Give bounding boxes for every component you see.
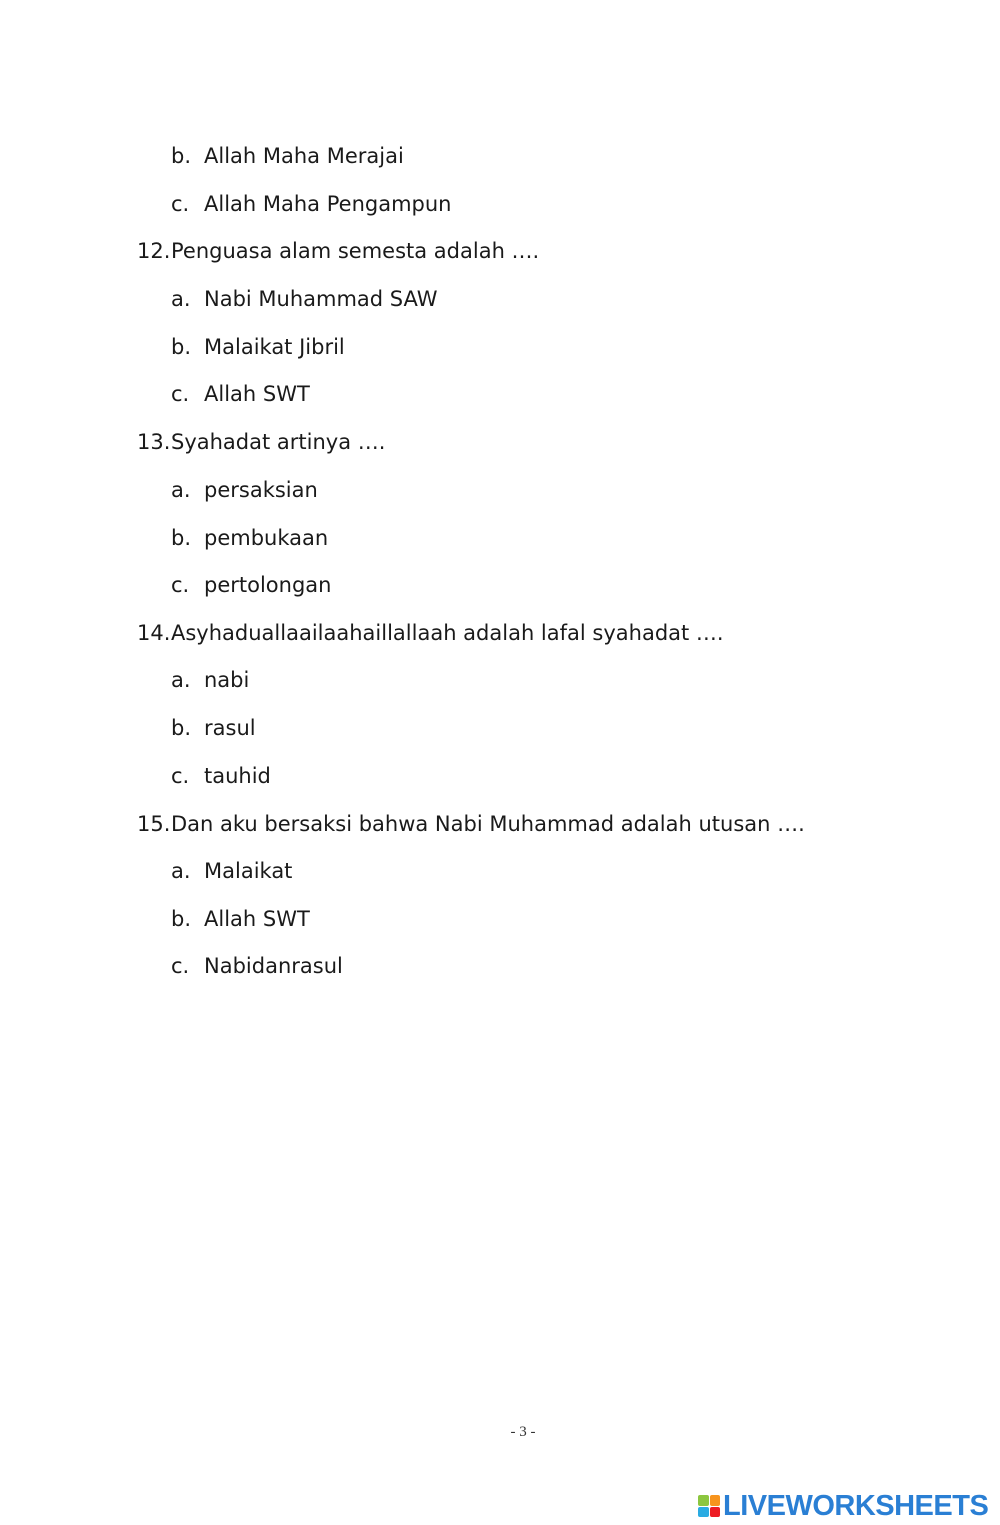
option-letter: c.	[171, 573, 190, 597]
option-text: Malaikat Jibril	[204, 335, 345, 359]
option-letter: c.	[171, 764, 190, 788]
option-letter: b.	[171, 907, 192, 931]
option-text: Allah SWT	[204, 907, 310, 931]
option-letter: a.	[171, 287, 191, 311]
option-text: Nabidanrasul	[204, 954, 343, 978]
option-text: Allah SWT	[204, 382, 310, 406]
option-letter: b.	[171, 335, 192, 359]
question-text: Syahadat artinya ….	[171, 430, 386, 454]
option-text: pertolongan	[204, 573, 332, 597]
liveworksheets-logo-icon	[698, 1495, 720, 1517]
logo-square-2	[710, 1495, 721, 1506]
option-letter: c.	[171, 382, 190, 406]
option-text: rasul	[204, 716, 256, 740]
option-letter: a.	[171, 668, 191, 692]
option-letter: c.	[171, 192, 190, 216]
option-text: pembukaan	[204, 526, 329, 550]
liveworksheets-brand[interactable]	[698, 1488, 988, 1524]
page-number: - 3 -	[510, 1424, 536, 1440]
logo-square-1	[698, 1495, 709, 1506]
option-letter: c.	[171, 954, 190, 978]
option-letter: b.	[171, 526, 192, 550]
option-letter: a.	[171, 859, 191, 883]
question-text: Dan aku bersaksi bahwa Nabi Muhammad adalah utusan ….	[171, 812, 805, 836]
option-text: Malaikat	[204, 859, 293, 883]
option-text: nabi	[204, 668, 250, 692]
question-number: 15.	[137, 812, 171, 836]
option-letter: a.	[171, 478, 191, 502]
option-text: tauhid	[204, 764, 271, 788]
option-text: Allah Maha Merajai	[204, 144, 404, 168]
logo-square-4	[710, 1507, 721, 1518]
question-text: Asyhaduallaailaahaillallaah adalah lafal syahadat ….	[171, 621, 724, 645]
brand-name: LIVEWORKSHEETS	[723, 1489, 989, 1522]
option-letter: b.	[171, 716, 192, 740]
option-text: Allah Maha Pengampun	[204, 192, 452, 216]
question-number: 13.	[137, 430, 171, 454]
option-text: Nabi Muhammad SAW	[204, 287, 438, 311]
option-letter: b.	[171, 144, 192, 168]
logo-square-3	[698, 1507, 709, 1518]
question-number: 12.	[137, 239, 171, 263]
option-text: persaksian	[204, 478, 318, 502]
question-number: 14.	[137, 621, 171, 645]
question-text: Penguasa alam semesta adalah ….	[171, 239, 540, 263]
